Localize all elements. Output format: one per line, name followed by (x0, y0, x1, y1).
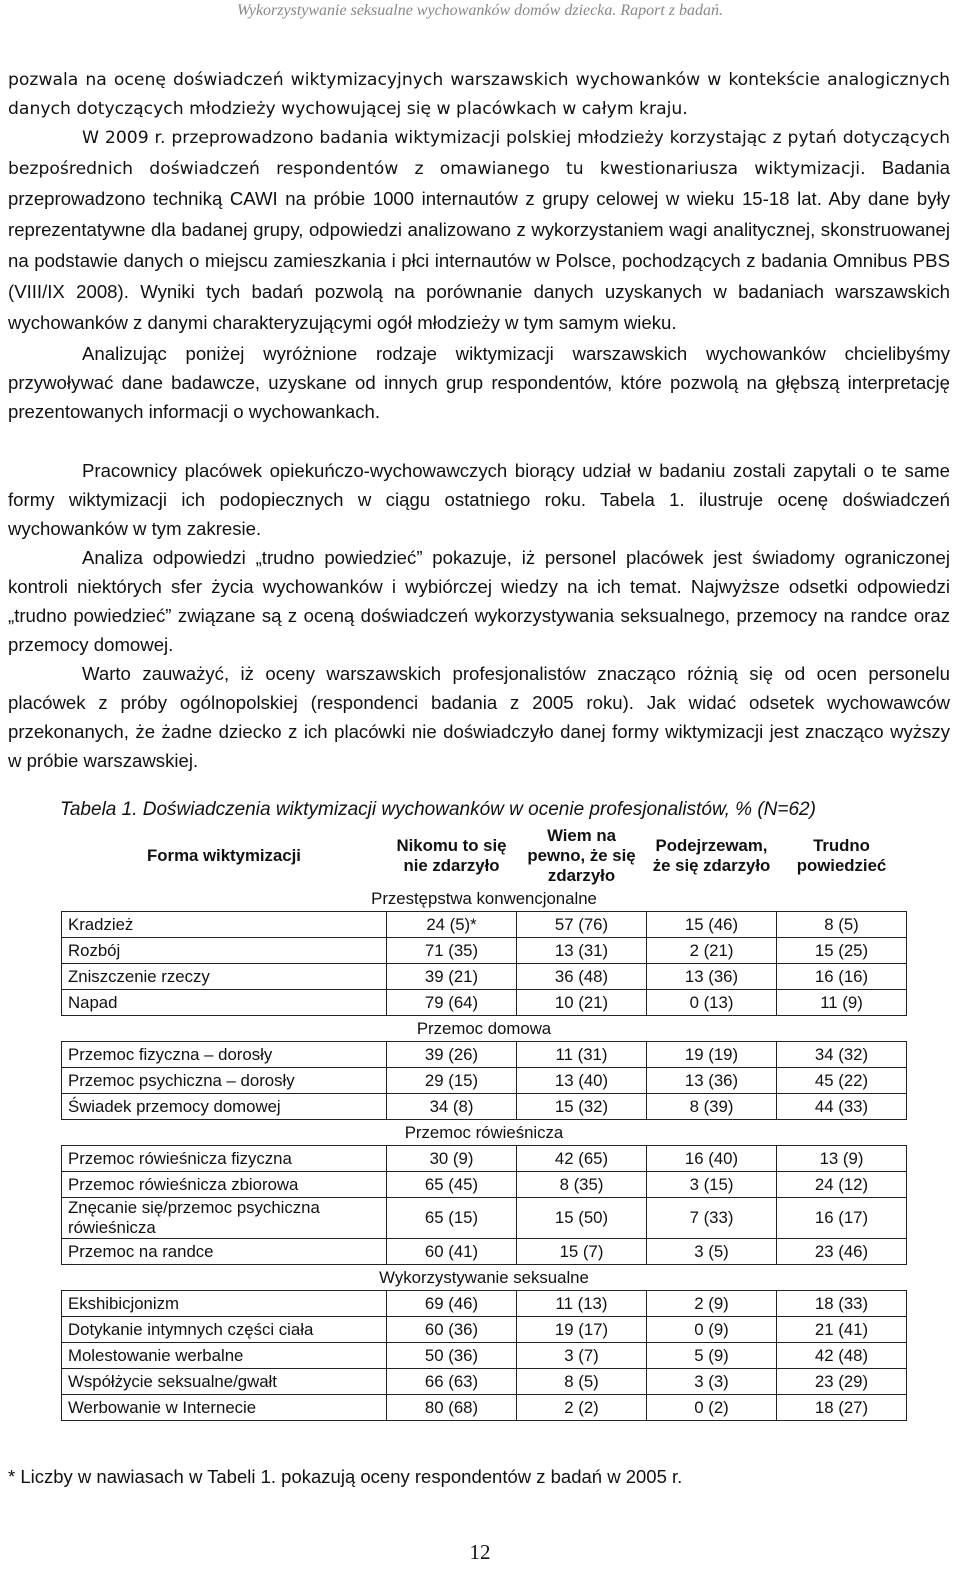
value-cell: 8 (5) (517, 1369, 647, 1395)
value-cell: 34 (32) (777, 1042, 907, 1068)
row-label: Przemoc rówieśnicza fizyczna (62, 1146, 387, 1172)
table-row (62, 1343, 907, 1369)
value-cell: 3 (3) (647, 1369, 777, 1395)
running-header: Wykorzystywanie seksualne wychowanków domów dziecka. Raport z badań. (236, 2, 723, 19)
value-cell: 11 (9) (777, 990, 907, 1016)
value-cell: 36 (48) (517, 964, 647, 990)
value-cell: 2 (9) (647, 1291, 777, 1317)
section-row (62, 1120, 907, 1146)
value-cell: 13 (40) (517, 1068, 647, 1094)
table-row (62, 1198, 907, 1239)
value-cell: 5 (9) (647, 1343, 777, 1369)
victimization-table (61, 826, 907, 1421)
value-cell: 8 (5) (777, 912, 907, 938)
paragraph-5: Analiza odpowiedzi „trudno powiedzieć” pokazuje, iż personel placówek jest świadomy ograniczonej kontroli niektórych sfer życia wychowanków i wybiórczej wiedzy na ich temat. Najwyższe odsetki odpowiedzi „trudno powiedzieć” związane są z oceną doświadczeń wykorzystywania seksualnego, przemocy na randce oraz przemocy domowej. (8, 547, 950, 655)
table-row (62, 1172, 907, 1198)
header-nobody: Nikomu to się nie zdarzyło (396, 836, 507, 875)
value-cell: 3 (5) (647, 1239, 777, 1265)
paragraph-4: Pracownicy placówek opiekuńczo-wychowawczych biorący udział w badaniu zostali zapytali o te same formy wiktymizacji ich podopiecznych w ciągu ostatniego roku. Tabela 1. ilustruje ocenę doświadczeń wychowanków w tym zakresie. (8, 460, 950, 539)
value-cell: 3 (15) (647, 1172, 777, 1198)
value-cell: 23 (46) (777, 1239, 907, 1265)
value-cell: 23 (29) (777, 1369, 907, 1395)
table-row (62, 964, 907, 990)
row-label: Ekshibicjonizm (62, 1291, 387, 1317)
value-cell: 71 (35) (387, 938, 517, 964)
value-cell: 45 (22) (777, 1068, 907, 1094)
value-cell: 10 (21) (517, 990, 647, 1016)
section-row (62, 1016, 907, 1042)
value-cell: 19 (19) (647, 1042, 777, 1068)
value-cell: 65 (45) (387, 1172, 517, 1198)
value-cell: 30 (9) (387, 1146, 517, 1172)
value-cell: 69 (46) (387, 1291, 517, 1317)
value-cell: 18 (33) (777, 1291, 907, 1317)
row-label: Przemoc na randce (62, 1239, 387, 1265)
value-cell: 2 (2) (517, 1395, 647, 1421)
row-label: Molestowanie werbalne (62, 1343, 387, 1369)
table-row (62, 1395, 907, 1421)
section-row (62, 886, 907, 912)
value-cell: 60 (36) (387, 1317, 517, 1343)
value-cell: 42 (65) (517, 1146, 647, 1172)
section-title: Przemoc rówieśnicza (62, 1120, 907, 1146)
value-cell: 8 (35) (517, 1172, 647, 1198)
table-row (62, 912, 907, 938)
value-cell: 13 (36) (647, 1068, 777, 1094)
table-footnote: * Liczby w nawiasach w Tabeli 1. pokazują oceny respondentów z badań w 2005 r. (8, 1466, 683, 1487)
paragraph-2 (8, 124, 950, 339)
value-cell: 65 (15) (387, 1198, 517, 1239)
row-label: Znęcanie się/przemoc psychiczna rówieśnicza (62, 1198, 387, 1239)
table-row (62, 1042, 907, 1068)
value-cell: 0 (13) (647, 990, 777, 1016)
row-label: Przemoc rówieśnicza zbiorowa (62, 1172, 387, 1198)
value-cell: 11 (13) (517, 1291, 647, 1317)
value-cell: 16 (40) (647, 1146, 777, 1172)
value-cell: 66 (63) (387, 1369, 517, 1395)
value-cell: 34 (8) (387, 1094, 517, 1120)
header-know: Wiem na pewno, że się zdarzyło (527, 826, 636, 885)
value-cell: 29 (15) (387, 1068, 517, 1094)
row-label: Napad (62, 990, 387, 1016)
value-cell: 15 (7) (517, 1239, 647, 1265)
value-cell: 11 (31) (517, 1042, 647, 1068)
value-cell: 13 (9) (777, 1146, 907, 1172)
section-row (62, 1265, 907, 1291)
value-cell: 39 (26) (387, 1042, 517, 1068)
section-title: Wykorzystywanie seksualne (62, 1265, 907, 1291)
table-row (62, 1146, 907, 1172)
paragraph-2-text: W 2009 r. przeprowadzono badania wiktymizacji polskiej młodzieży korzystając z pytań dotyczących bezpośrednich doświadczeń respondentów z omawianego tu kwestionariusza wiktymizacji. (8, 128, 950, 179)
table-row (62, 1094, 907, 1120)
row-label: Dotykanie intymnych części ciała (62, 1317, 387, 1343)
value-cell: 39 (21) (387, 964, 517, 990)
value-cell: 21 (41) (777, 1317, 907, 1343)
value-cell: 15 (46) (647, 912, 777, 938)
value-cell: 19 (17) (517, 1317, 647, 1343)
row-label: Współżycie seksualne/gwałt (62, 1369, 387, 1395)
value-cell: 18 (27) (777, 1395, 907, 1421)
row-label: Kradzież (62, 912, 387, 938)
table-row (62, 1317, 907, 1343)
table-row (62, 938, 907, 964)
value-cell: 79 (64) (387, 990, 517, 1016)
value-cell: 15 (25) (777, 938, 907, 964)
row-label: Zniszczenie rzeczy (62, 964, 387, 990)
paragraph-2-continued: Badania przeprowadzono techniką CAWI na próbie 1000 internautów z grupy celowej w wieku 15-18 lat. Aby dane były reprezentatywne dla badanej grupy, odpowiedzi analizowano z wykorzystaniem wagi analitycznej, skonstruowanej na podstawie danych o miejscu zamieszkania i płci internautów w Polsce, pochodzących z badania Omnibus PBS (VIII/IX 2008). Wyniki tych badań pozwolą na porównanie danych uzyskanych w badaniach warszawskich wychowanków z danymi charakteryzującymi ogół młodzieży w tym samym wieku. (8, 157, 950, 333)
table-row (62, 1239, 907, 1265)
header-hard-to-say: Trudno powiedzieć (796, 836, 887, 875)
value-cell: 15 (50) (517, 1198, 647, 1239)
table-caption: Tabela 1. Doświadczenia wiktymizacji wychowanków w ocenie profesjonalistów, % (N=62) (60, 799, 816, 820)
value-cell: 16 (17) (777, 1198, 907, 1239)
row-label: Przemoc psychiczna – dorosły (62, 1068, 387, 1094)
value-cell: 13 (31) (517, 938, 647, 964)
value-cell: 50 (36) (387, 1343, 517, 1369)
value-cell: 24 (5)* (387, 912, 517, 938)
paragraph-1: pozwala na ocenę doświadczeń wiktymizacyjnych warszawskich wychowanków w kontekście analogicznych danych dotyczących młodzieży wychowującej się w placówkach w całym kraju. (8, 70, 950, 119)
value-cell: 0 (2) (647, 1395, 777, 1421)
value-cell: 15 (32) (517, 1094, 647, 1120)
page-number: 12 (469, 1540, 491, 1564)
value-cell: 3 (7) (517, 1343, 647, 1369)
header-suspect: Podejrzewam, że się zdarzyło (652, 836, 771, 875)
value-cell: 80 (68) (387, 1395, 517, 1421)
row-label: Przemoc fizyczna – dorosły (62, 1042, 387, 1068)
value-cell: 0 (9) (647, 1317, 777, 1343)
section-title: Przemoc domowa (62, 1016, 907, 1042)
row-label: Świadek przemocy domowej (62, 1094, 387, 1120)
table-row (62, 1068, 907, 1094)
document-body (8, 66, 950, 775)
value-cell: 42 (48) (777, 1343, 907, 1369)
value-cell: 13 (36) (647, 964, 777, 990)
value-cell: 2 (21) (647, 938, 777, 964)
section-title: Przestępstwa konwencjonalne (62, 886, 907, 912)
paragraph-3: Analizując poniżej wyróżnione rodzaje wiktymizacji warszawskich wychowanków chcielibyśmy przywoływać dane badawcze, uzyskane od innych grup respondentów, które pozwolą na głębszą interpretację prezentowanych informacji o wychowankach. (8, 343, 950, 422)
value-cell: 57 (76) (517, 912, 647, 938)
table-row (62, 1291, 907, 1317)
header-form: Forma wiktymizacji (147, 846, 301, 865)
value-cell: 7 (33) (647, 1198, 777, 1239)
table-header-row (62, 826, 907, 886)
value-cell: 8 (39) (647, 1094, 777, 1120)
paragraph-6: Warto zauważyć, iż oceny warszawskich profesjonalistów znacząco różnią się od ocen personelu placówek z próby ogólnopolskiej (respondenci badania z 2005 roku). Jak widać odsetek wychowawców przekonanych, że żadne dziecko z ich placówki nie doświadczyło danej formy wiktymizacji jest znacząco wyższy w próbie warszawskiej. (8, 663, 950, 771)
value-cell: 24 (12) (777, 1172, 907, 1198)
value-cell: 44 (33) (777, 1094, 907, 1120)
table-row (62, 990, 907, 1016)
value-cell: 16 (16) (777, 964, 907, 990)
value-cell: 60 (41) (387, 1239, 517, 1265)
row-label: Werbowanie w Internecie (62, 1395, 387, 1421)
table-row (62, 1369, 907, 1395)
row-label: Rozbój (62, 938, 387, 964)
